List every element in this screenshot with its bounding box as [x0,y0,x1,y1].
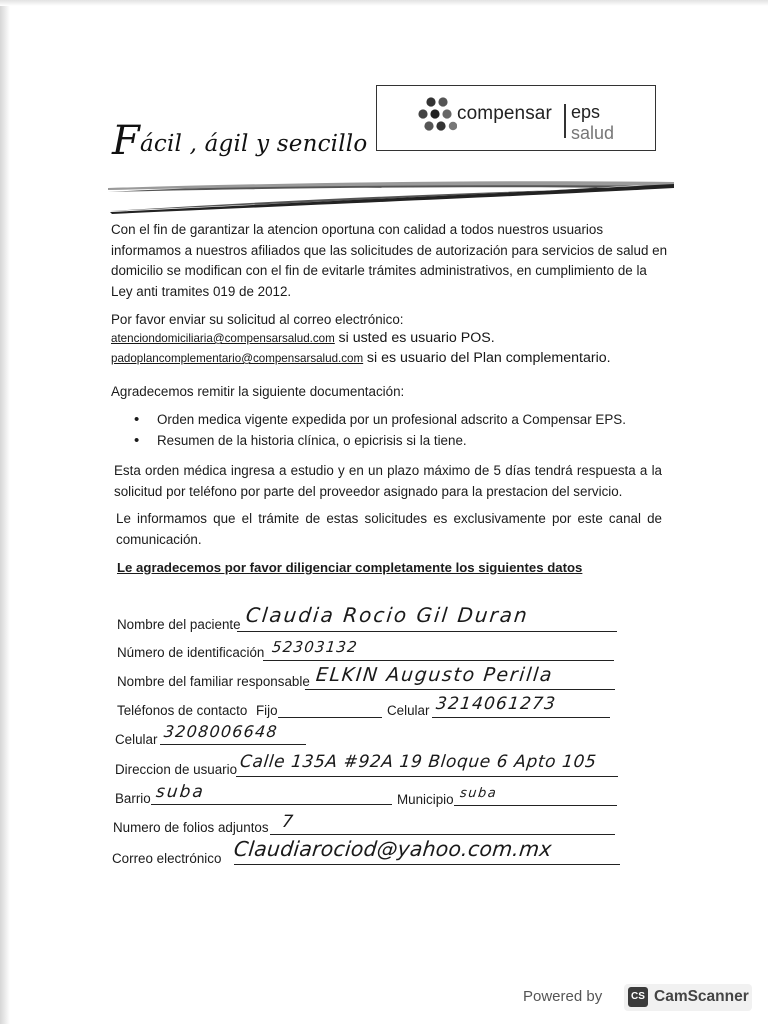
municipio-line [454,805,617,806]
logo-brand: compensar [457,103,552,124]
email-plan-note: si es usuario del Plan complementario. [366,350,611,366]
logo-eps: eps [571,102,601,122]
form-heading: Le agradecemos por favor diligenciar completamente los siguientes datos [117,560,583,575]
email-pos-line [111,330,495,346]
compensar-dots-icon [417,95,457,137]
email-pos-link[interactable]: atenciondomiciliaria@compensarsalud.com [111,332,335,345]
correo-label: Correo electrónico [112,851,222,866]
slogan-text: ácil , ágil y sencillo [139,131,368,157]
barrio-field[interactable]: suba [154,782,206,802]
direccion-line [236,776,618,777]
celular-field[interactable]: 3214061273 [434,694,558,714]
correo-field[interactable]: Claudiarociod@yahoo.com.mx [232,837,553,861]
logo-salud: salud [571,123,615,143]
scan-top-shadow [0,0,768,6]
celular2-label: Celular [115,732,158,747]
slogan [112,118,367,164]
fijo-label: Fijo [256,703,278,718]
familiar-label: Nombre del familiar responsable [117,674,310,689]
slogan-initial: F [112,118,140,164]
docs-intro: Agradecemos remitir la siguiente documentación: [111,384,405,399]
celular-line [432,717,610,718]
identificacion-label: Número de identificación [117,645,265,660]
logo-separator [564,104,566,138]
folios-line [270,834,615,835]
camscanner-logo-icon: CS [628,987,648,1007]
powered-by-text: Powered by [523,988,603,1005]
email-pos-note: si usted es usuario POS. [338,330,495,346]
identificacion-field[interactable]: 52303132 [271,638,359,656]
info-paragraph: Le informamos que el trámite de estas solicitudes es exclusivamente por este canal de comunicación. [116,511,662,547]
folios-field[interactable]: 7 [280,812,296,832]
compensar-logo [376,85,656,151]
fijo-line [278,717,382,718]
direccion-field[interactable]: Calle 135A #92A 19 Bloque 6 Apto 105 [238,752,598,772]
list-item: • Resumen de la historia clínica, o epicrisis si la tiene. [132,431,672,452]
familiar-line [305,689,615,690]
municipio-label: Municipio [397,792,454,807]
paciente-line [237,631,617,632]
camscanner-name: CamScanner [654,988,749,1005]
celular2-field[interactable]: 3208006648 [163,722,279,741]
identificacion-line [263,660,614,661]
folios-label: Numero de folios adjuntos [113,820,269,835]
decorative-swoosh [108,178,676,218]
orden-paragraph: Esta orden médica ingresa a estudio y en un plazo máximo de 5 días tendrá respuesta a la solicitud por teléfono por parte del proveedor asignado para la prestacion del servicio. [114,463,662,499]
intro-paragraph: Con el fin de garantizar la atencion oportuna con calidad a todos nuestros usuarios informamos a nuestros afiliados que las solicitudes de autorización para servicios de salud en domicilio se modifican con el fin de evitarle trámites administrativos, en cumplimiento de la Ley anti tramites 019 de 2012. [111,222,668,299]
send-instruction: Por favor enviar su solicitud al correo electrónico: [111,312,404,327]
docs-list [132,410,672,451]
email-plan-line [111,350,611,366]
email-plan-link[interactable]: padoplancomplementario@compensarsalud.com [111,352,364,365]
celular-label: Celular [387,703,430,718]
direccion-label: Direccion de usuario [115,762,238,777]
barrio-label: Barrio [115,791,151,806]
list-item: • Orden medica vigente expedida por un profesional adscrito a Compensar EPS. [132,410,672,431]
celular2-line [160,744,306,745]
paciente-field[interactable]: Claudia Rocio Gil Duran [244,603,531,627]
familiar-field[interactable]: ELKIN Augusto Perilla [314,664,555,686]
paciente-label: Nombre del paciente [117,617,241,632]
barrio-line [151,804,392,805]
municipio-field[interactable]: suba [459,786,499,801]
correo-line [234,864,620,865]
scan-edge-shadow [0,0,10,1024]
telefonos-label: Teléfonos de contacto [117,703,248,718]
